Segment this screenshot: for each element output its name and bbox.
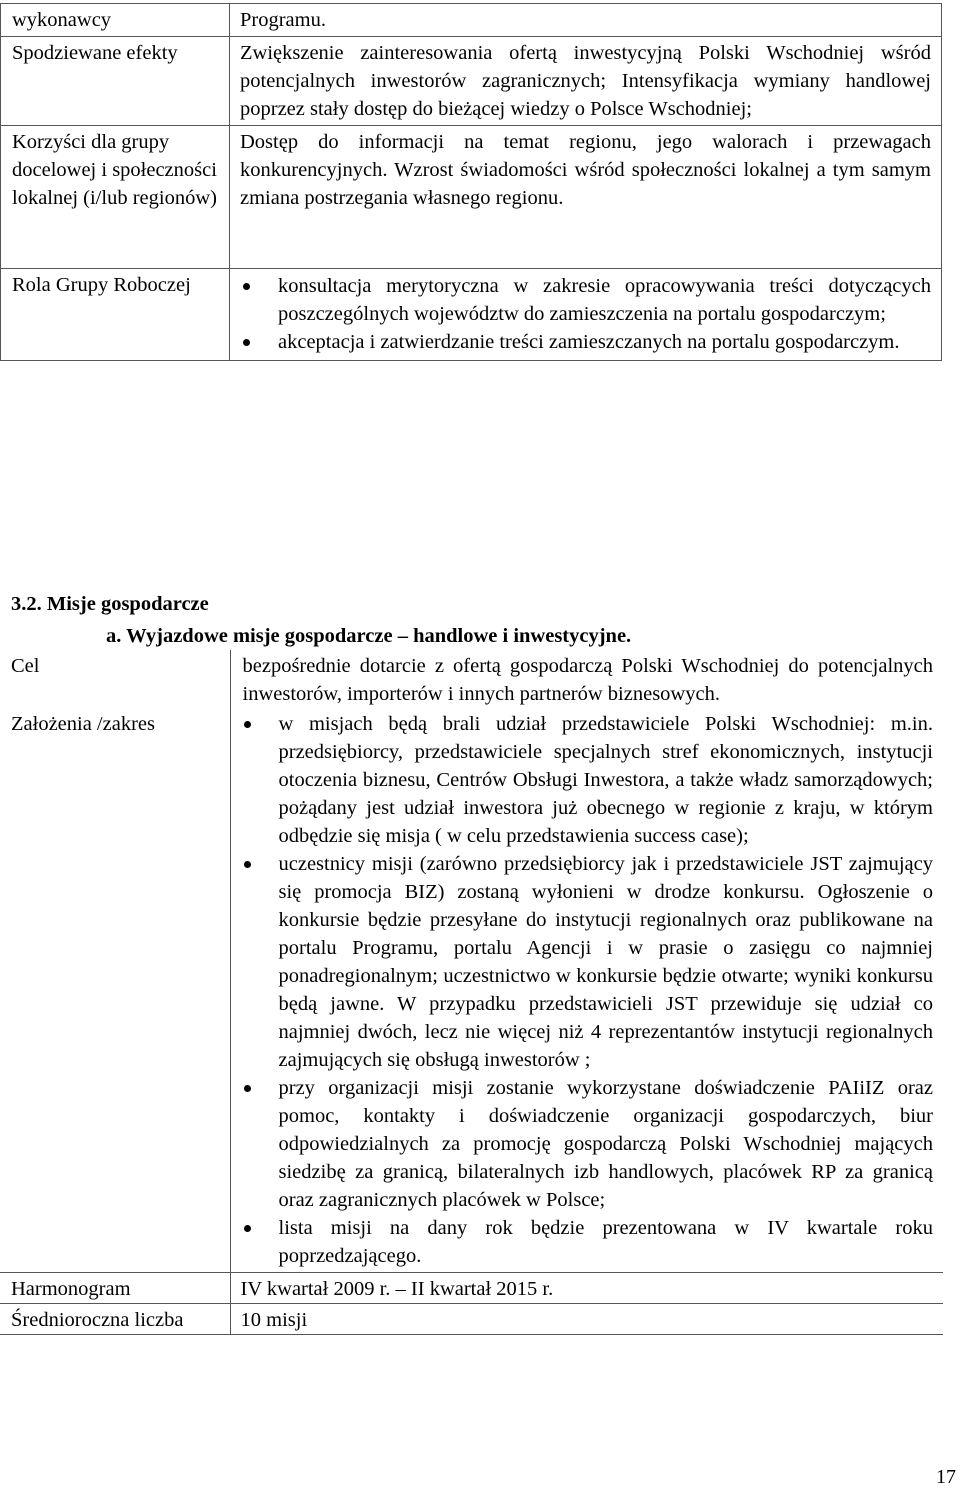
row-label-cel: Cel	[0, 650, 230, 708]
table-row	[0, 1304, 943, 1335]
row-content-harmonogram: IV kwartał 2009 r. – II kwartał 2015 r.	[230, 1273, 943, 1304]
table-row	[1, 4, 942, 37]
row-content-wykonawcy: Programu.	[230, 4, 942, 37]
table-row	[0, 708, 943, 1273]
list-item: w misjach będą brali udział przedstawiciele Polski Wschodniej: m.in. przedsiębiorcy, przedstawiciele specjalnych stref ekonomicznych, instytucji otoczenia biznesu, Centrów Obsługi Inwestora, a także władz samorządowych; pożądany jest udział inwestora już obecnego w regionie z kraju, w którym odbędzie się misja ( w celu przedstawienia success case);	[241, 710, 934, 850]
row-content-zalozenia	[230, 708, 943, 1273]
list-item: przy organizacji misji zostanie wykorzystane doświadczenie PAIiIZ oraz pomoc, kontakty i doświadczenie organizacji gospodarczych, biur odpowiedzialnych za promocję gospodarczą Polski Wschodniej mających siedzibę za granicą, bilateralnych izb handlowych, placówek RP za granicą oraz zagranicznych placówek w Polsce;	[241, 1074, 934, 1214]
row-label-rola-grupy: Rola Grupy Roboczej	[1, 269, 230, 361]
list-item: akceptacja i zatwierdzanie treści zamieszczanych na portalu gospodarczym.	[240, 328, 931, 356]
row-content-rola-grupy	[230, 269, 942, 361]
list-item: konsultacja merytoryczna w zakresie opracowywania treści dotyczących poszczególnych województw do zamieszczenia na portalu gospodarczym;	[240, 272, 931, 328]
row-label-harmonogram: Harmonogram	[0, 1273, 230, 1304]
row-content-cel: bezpośrednie dotarcie z ofertą gospodarczą Polski Wschodniej do potencjalnych inwestorów, importerów i innych partnerów biznesowych.	[242, 655, 933, 705]
table-row	[1, 126, 942, 269]
section-heading: 3.2. Misje gospodarcze	[11, 593, 209, 615]
row-label-zalozenia: Założenia /zakres	[0, 708, 230, 1273]
row-label-wykonawcy: wykonawcy	[1, 4, 230, 37]
row-label-korzysci: Korzyści dla grupy docelowej i społeczności lokalnej (i/lub regionów)	[1, 126, 230, 269]
table-row	[0, 650, 943, 708]
info-table	[0, 3, 942, 361]
row-content-spodziewane-efekty: Zwiększenie zainteresowania ofertą inwestycyjną Polski Wschodniej wśród potencjalnych inwestorów zagranicznych; Intensyfikacja wymiany handlowej poprzez stały dostęp do bieżącej wiedzy o Polsce Wschodniej;	[230, 37, 942, 126]
row-content-korzysci: Dostęp do informacji na temat regionu, jego walorach i przewagach konkurencyjnych. Wzrost świadomości wśród społeczności lokalnej a tym samym zmiana postrzegania własnego regionu.	[230, 126, 942, 269]
row-label-srednioroczna: Średnioroczna liczba	[0, 1304, 230, 1335]
table-row	[0, 1273, 943, 1304]
zalozenia-list	[241, 710, 934, 1270]
row-content-srednioroczna: 10 misji	[230, 1304, 943, 1335]
rola-grupy-list	[240, 272, 931, 356]
list-item: uczestnicy misji (zarówno przedsiębiorcy jak i przedstawiciele JST zajmujący się promocja BIZ) zostaną wyłonieni w drodze konkursu. Ogłoszenie o konkursie będzie przesyłane do instytucji regionalnych oraz publikowane na portalu Programu, portalu Agencji i w prasie o zasięgu co najmniej ponadregionalnym; uczestnictwo w konkursie będzie otwarte; wyniki konkursu będą jawne. W przypadku przedstawicieli JST przewiduje się udział co najmniej dwóch, lecz nie więcej niż 4 reprezentantów instytucji regionalnych zajmujących się obsługą inwestorów ;	[241, 850, 934, 1074]
page-number: 17	[936, 1466, 956, 1488]
table-row	[1, 37, 942, 126]
table-row	[1, 269, 942, 361]
subsection-heading: a. Wyjazdowe misje gospodarcze – handlowe i inwestycyjne.	[106, 625, 632, 647]
row-label-spodziewane-efekty: Spodziewane efekty	[1, 37, 230, 126]
list-item: lista misji na dany rok będzie prezentowana w IV kwartale roku poprzedzającego.	[241, 1214, 934, 1270]
mission-table	[0, 650, 943, 1335]
